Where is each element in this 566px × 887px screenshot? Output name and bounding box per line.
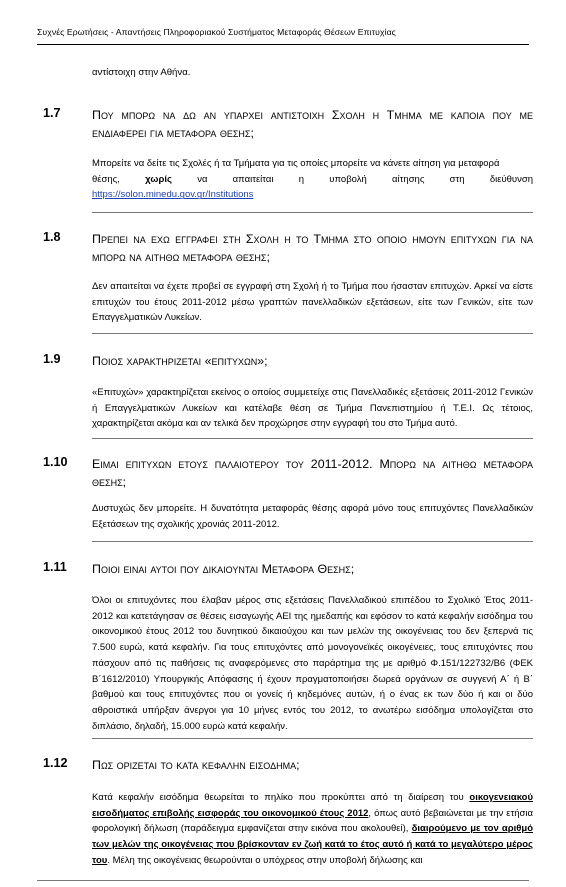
section-divider [92,212,533,213]
section-number: 1.11 [43,560,67,574]
emphasis-members-count: διαιρούμενο με τον αριθμό των μελών της οικογένειας που βρίσκονταν εν ζωή κατά το έτος αυτό ή κατά το μεγαλύτερο μέρος του [92,823,533,866]
emphasis-household-income: οικογενειακού εισοδήματος επιβολής εισφοράς του οικονομικού έτους 2012 [92,792,534,819]
section-number: 1.8 [43,230,61,244]
section-number: 1.10 [43,455,68,469]
answer-line: θέσης, χωρίς να απαιτείται η υποβολή αίτησης στη διεύθυνση [92,173,534,185]
section-answer: Κατά κεφαλήν εισόδημα θεωρείται το πηλίκο που προκύπτει από τη διαίρεση του οικογενειακού εισοδήματος επιβολής εισφοράς του οικονομικού έτους 2012, όπως αυτό βεβαιώνεται με την ετήσια φορολογική δήλωση (παράδειγμα εμφανίζεται στην εικόνα που ακολουθεί), διαιρούμενο με τον αριθμό των μελών της οικογένειας που βρίσκονταν εν ζωή κατά το έτος αυτό ή κατά το μεγαλύτερο μέρος του. Μέλη της οικογένειας θεωρούνται ο υπόχρεος στην υποβολή δήλωσης και [92,792,534,866]
answer-line: Μπορείτε να δείτε τις Σχολές ή τα Τμήματα για τις οποίες μπορείτε να κάνετε αίτηση για μεταφορά [92,158,500,169]
section-divider [92,438,533,439]
section-number: 1.9 [43,352,61,366]
section-answer: Δεν απαιτείται να έχετε προβεί σε εγγραφή στη Σχολή ή το Τμήμα που ήσασταν επιτυχών. Αρκεί να είστε επιτυχών του έτους 2011-2012 μέσω γραπτών πανελλαδικών εξετάσεων, είτε των Γενικών, είτε των Επαγγελματικών Λυκείων. [92,281,533,324]
section-question: Πως οριζεται το κατα κεφαλην εισοδημα; [92,758,300,772]
section-question: Πρεπει να εχω εγγραφει στη Σχολη η το Τμημα στο οποιο ημουν επιτυχων για να μπορω να αιτηθω μεταφορα θεσης; [92,232,533,264]
intro-continuation-text: αντίστοιχη στην Αθήνα. [92,67,191,78]
section-divider [92,333,533,334]
header-divider [37,44,529,45]
section-question: Ειμαι επιτυχων ετους παλαιοτερου του 2011-2012. Μπορω να αιτηθω μεταφορα θεσης; [92,457,533,489]
section-number: 1.7 [43,106,61,120]
section-answer: Όλοι οι επιτυχόντες που έλαβαν μέρος στις εξετάσεις Πανελλαδικού επιπέδου το Σχολικό Έτος 2011-2012 και κατετάγησαν σε θέσεις εισαγωγής ΑΕΙ της ημεδαπής και εφόσον το κατά κεφαλήν εισόδημα του οικονομικού έτους 2012 του δυνητικού δικαιούχου και των μελών της οικογένειας του δεν ξεπερνά τις 7.500 ευρώ, κατά κεφαλήν. Για τους επιτυχόντες από μονογονεϊκές οικογένειες, τους επιτυχόντες που πάσχουν από τις παθήσεις τις αναφερόμενες στο παράρτημα της με αριθμό Φ.151/122732/Β6 (ΦΕΚ Β΄1612/2010) Υπουργικής Απόφασης ή έχουν πραγματοποιήσει δωρεά οργάνων σε συγγενή Α΄ ή Β΄ βαθμού και τους επιτυχόντες που οι γονείς ή κηδεμόνες αυτών, ή ο ένας εκ των δύο ή και οι δύο αθροιστικά υπήρξαν άνεργοι για 10 μήνες εντός του 2012, το ανωτέρω εισόδημα υπολογίζεται στο διπλάσιο, δηλαδή, 15.000 ευρώ κατά κεφαλήν. [92,595,533,732]
section-question: Ποιοι ειναι αυτοι που δικαιουνται Μεταφορα Θεσης; [92,562,355,576]
section-number: 1.12 [43,756,68,770]
section-question: Ποιος χαρακτηριζεται «επιτυχων»; [92,354,268,368]
section-answer: Δυστυχώς δεν μπορείτε. Η δυνατότητα μεταφοράς θέσης αφορά μόνο τους επιτυχόντες Πανελλαδικών Εξετάσεων της σχολικής χρονιάς 2011-2012. [92,503,533,530]
section-divider [92,541,533,542]
section-question: Που μπορω να δω αν υπαρχει αντιστοιχη Σχολη η Τμημα με καποια που με ενδιαφερει για μεταφορα θεσης; [92,108,533,140]
running-header: Συχνές Ερωτήσεις - Απαντήσεις Πληροφοριακού Συστήματος Μεταφοράς Θέσεων Επιτυχίας [37,27,396,37]
section-answer [92,156,533,203]
section-divider [92,738,533,739]
footer-divider [37,880,529,881]
institutions-link[interactable]: https://solon.minedu.gov.gr/Institutions [92,189,254,201]
section-answer: «Επιτυχών» χαρακτηρίζεται εκείνος ο οποίος συμμετείχε στις Πανελλαδικές εξετάσεις 2011-2012 Γενικών ή Επαγγελματικών Λυκείων και κατέλαβε θέση σε Τμήμα Πανεπιστημίου ή Τ.Ε.Ι. Ως τέτοιος, χαρακτηρίζεται ακόμα και αν τελικά δεν προχώρησε στην εγγραφή του στο Τμήμα αυτό. [92,387,533,430]
